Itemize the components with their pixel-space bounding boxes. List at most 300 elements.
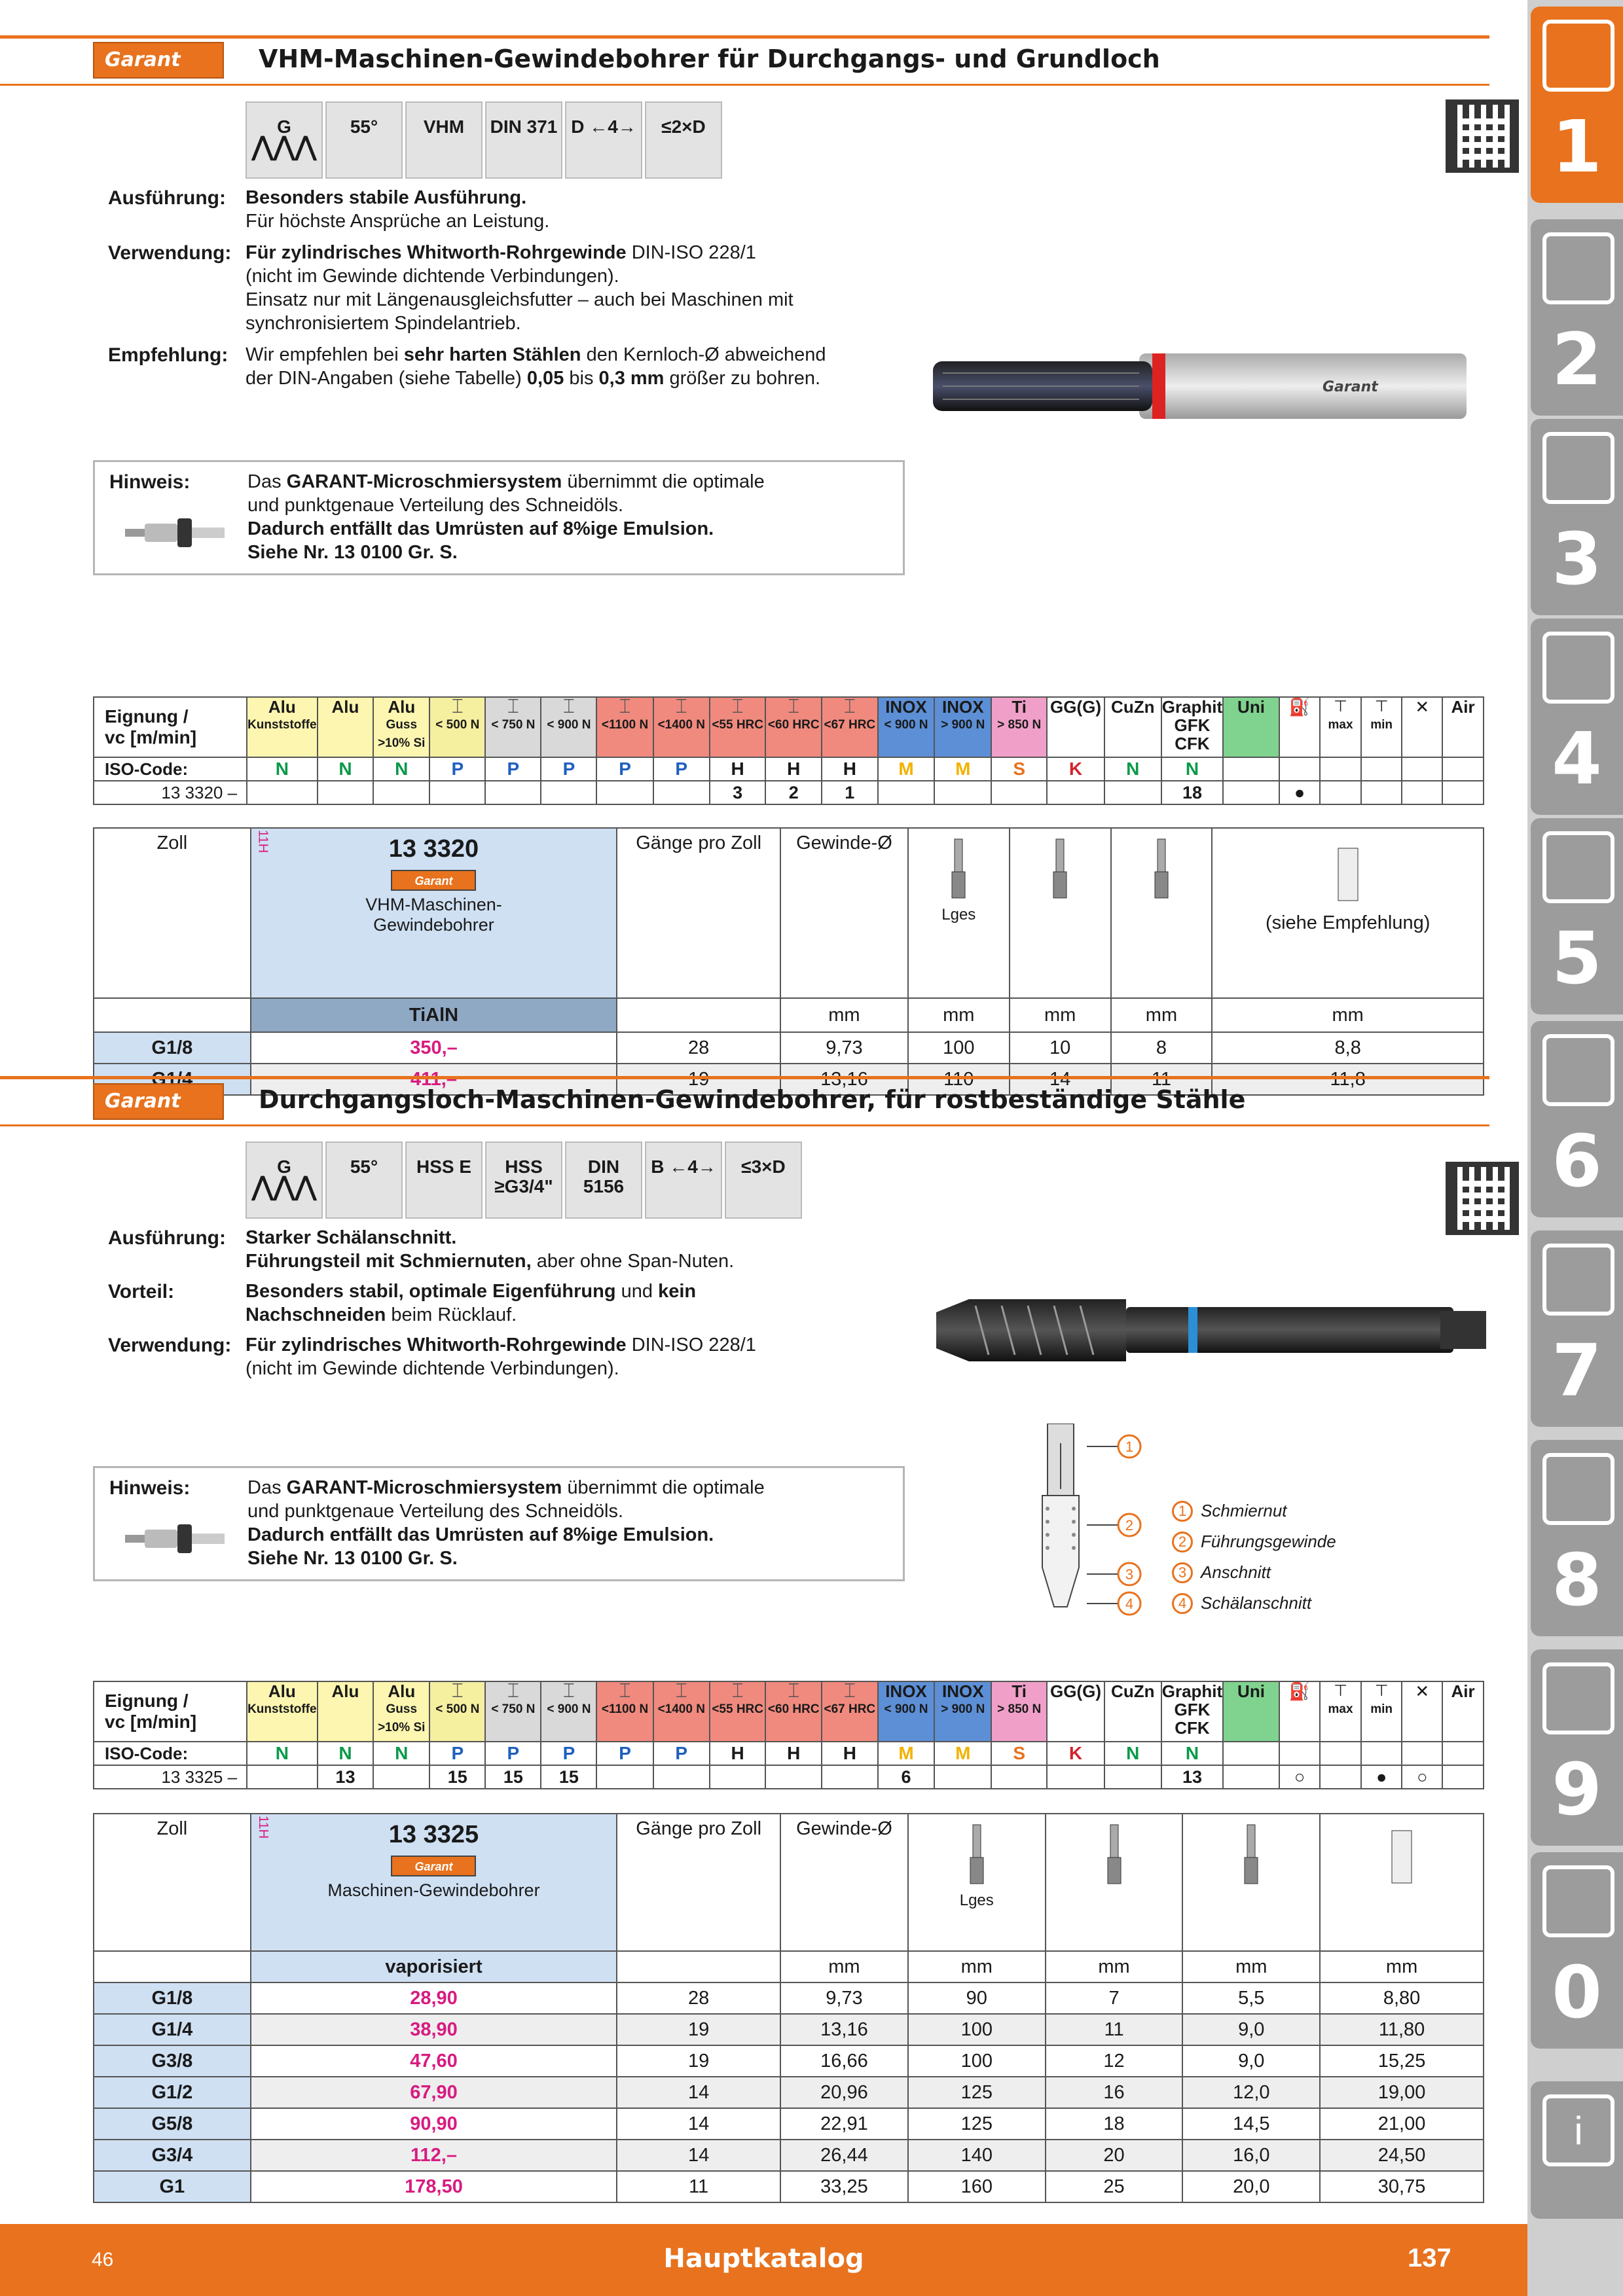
material-col-12 xyxy=(934,697,991,757)
suit-article: 13 3320 – xyxy=(94,781,247,804)
material-col-7 xyxy=(653,1681,710,1742)
cell-price[interactable]: 350,– xyxy=(251,1032,617,1064)
svg-text:4: 4 xyxy=(1125,1596,1134,1612)
material-spec: > 850 N xyxy=(997,1702,1042,1716)
iso-code: N xyxy=(247,757,318,781)
cell-core: 15,25 xyxy=(1320,2045,1484,2077)
chuck-icon xyxy=(1542,432,1614,504)
chapter-tab-0[interactable] xyxy=(1531,1852,1623,2049)
suit-value: 13 xyxy=(1161,1765,1223,1789)
suit-value xyxy=(318,781,374,804)
microschmier-nozzle-icon xyxy=(119,513,227,552)
s1-hint-label: Hinweis: xyxy=(109,471,191,493)
suit-value: 15 xyxy=(429,1765,485,1789)
cell-tpi: 19 xyxy=(617,2045,780,2077)
din-371-symbol: DIN 371 xyxy=(485,101,562,179)
suit-value: 6 xyxy=(878,1765,935,1789)
suit-value xyxy=(1104,781,1161,804)
suit-value xyxy=(991,1765,1047,1789)
wrench-icon xyxy=(1542,1034,1614,1106)
material-name: INOX xyxy=(941,697,984,717)
material-col-4 xyxy=(485,697,541,757)
iso-code: N xyxy=(318,1742,374,1765)
suit-value xyxy=(247,781,318,804)
cell-d: 9,73 xyxy=(780,1982,908,2014)
material-spec: < 900 N xyxy=(884,1702,928,1716)
s1-lges-header: Lges xyxy=(908,828,1010,998)
material-spec: max xyxy=(1328,718,1353,732)
cell-core: 19,00 xyxy=(1320,2077,1484,2108)
material-name: Alu xyxy=(331,1681,359,1701)
s2-unit: mm xyxy=(780,1951,908,1982)
chapter-tab-2[interactable] xyxy=(1531,219,1623,416)
suit-value xyxy=(1047,781,1104,804)
material-name: Ti xyxy=(1012,1681,1027,1701)
suit-value xyxy=(247,1765,318,1789)
material-spec: > 850 N xyxy=(997,718,1042,732)
cell-price[interactable]: 47,60 xyxy=(251,2045,617,2077)
suit-value xyxy=(710,1765,766,1789)
cell-core: 8,8 xyxy=(1212,1032,1484,1064)
iso-code: H xyxy=(822,1742,878,1765)
suit-value xyxy=(991,781,1047,804)
qr-code-icon[interactable] xyxy=(1446,1162,1519,1235)
suit-value xyxy=(485,781,541,804)
iso-code: P xyxy=(596,1742,653,1765)
steel-beam-icon: ⌶ xyxy=(731,696,744,717)
s2-gewinde-header: Gewinde-Ø xyxy=(780,1814,908,1951)
material-col-14 xyxy=(1047,697,1104,757)
microschmier-nozzle-icon xyxy=(119,1519,227,1558)
chapter-number: 0 xyxy=(1552,1950,1602,2034)
chapter-tab-5[interactable] xyxy=(1531,818,1623,1014)
material-col-12 xyxy=(934,1681,991,1742)
s1-ausfuehrung-text: Besonders stabile Ausführung. Für höchste Ansprüche an Leistung. xyxy=(246,187,550,232)
cabinet-icon xyxy=(1542,1662,1614,1734)
suit-value xyxy=(1223,781,1279,804)
suit-value xyxy=(1223,1765,1279,1789)
s2-gaenge-header: Gänge pro Zoll xyxy=(617,1814,780,1951)
steel-beam-icon: ⌶ xyxy=(451,696,464,717)
material-col-17 xyxy=(1223,1681,1279,1742)
cell-price[interactable]: 178,50 xyxy=(251,2171,617,2202)
s1-article-header xyxy=(251,828,617,998)
legend-text: Schmiernut xyxy=(1201,1501,1287,1520)
table-row xyxy=(94,2077,1484,2108)
core-hole-icon xyxy=(1328,835,1368,907)
chapter-tab-8[interactable] xyxy=(1531,1440,1623,1636)
cell-core xyxy=(1212,1064,1484,1095)
cell-a: 11 xyxy=(1046,2014,1183,2045)
chapter-tab-3[interactable] xyxy=(1531,419,1623,615)
material-col-6 xyxy=(596,1681,653,1742)
s2-hint-text: Das GARANT-Microschmiersystem übernimmt die optimale und punktgenaue Verteilung des Schneidöls. Dadurch entfällt das Umrüsten auf 8%ige Emulsion. Siehe Nr. 13 0100 Gr. S. xyxy=(247,1477,765,1569)
suit-value: ● xyxy=(1279,781,1320,804)
material-col-1 xyxy=(318,697,374,757)
depth-2xd-symbol: ≤2×D xyxy=(645,101,722,179)
chapter-tab-7[interactable] xyxy=(1531,1230,1623,1427)
cell-l: 125 xyxy=(908,2077,1046,2108)
material-col-9 xyxy=(765,697,822,757)
qr-code-icon[interactable] xyxy=(1446,99,1519,173)
table-row xyxy=(94,2108,1484,2140)
coolant-tap-icon: ⊤ xyxy=(1334,698,1347,715)
iso-code: P xyxy=(541,1742,596,1765)
tap-diagram-legend xyxy=(1172,1496,1336,1619)
material-name: CuZn xyxy=(1111,1681,1155,1701)
table-row xyxy=(94,2014,1484,2045)
legend-item xyxy=(1172,1526,1336,1557)
iso-code xyxy=(1361,757,1402,781)
coolant-tap-icon: ⊤ xyxy=(1374,1682,1389,1700)
material-col-18 xyxy=(1279,697,1320,757)
s2-verwendung-label: Verwendung: xyxy=(108,1335,232,1356)
iso-code: K xyxy=(1047,1742,1104,1765)
material-name: GG(G) xyxy=(1050,697,1102,717)
material-spec: < 500 N xyxy=(435,718,480,732)
iso-code xyxy=(1402,757,1442,781)
s1-suitability-table xyxy=(93,696,1484,805)
suit-article: 13 3325 – xyxy=(94,1765,247,1789)
steel-beam-icon: ⌶ xyxy=(843,696,856,717)
steel-beam-icon: ⌶ xyxy=(562,1680,575,1702)
iso-code xyxy=(1361,1742,1402,1765)
chapter-number: 2 xyxy=(1552,317,1602,401)
cell-d: 22,91 xyxy=(780,2108,908,2140)
table-row xyxy=(94,2171,1484,2202)
cell-l: 140 xyxy=(908,2140,1046,2171)
tap-shank-icon xyxy=(1047,835,1073,901)
s1-article-desc: VHM-Maschinen-Gewindebohrer xyxy=(365,895,502,935)
iso-code: H xyxy=(765,1742,822,1765)
cell-tpi: 14 xyxy=(617,2077,780,2108)
suit-label-2: vc [m/min] xyxy=(105,727,197,747)
cell-l: 125 xyxy=(908,2108,1046,2140)
steel-beam-icon: ⌶ xyxy=(451,1680,464,1702)
iso-code: P xyxy=(653,757,710,781)
cell-core: 30,75 xyxy=(1320,2171,1484,2202)
material-spec: < 900 N xyxy=(884,718,928,732)
material-name: Uni xyxy=(1237,1681,1265,1701)
coolant-tap-icon: ⊤ xyxy=(1334,1682,1347,1700)
suit-value xyxy=(1442,781,1484,804)
dry-machining-icon: ✕ xyxy=(1415,1681,1430,1701)
suit-value xyxy=(1402,781,1442,804)
chapter-tab-9[interactable] xyxy=(1531,1649,1623,1846)
material-col-7 xyxy=(653,697,710,757)
tap-length-icon xyxy=(964,1821,990,1886)
chapter-tab-1[interactable] xyxy=(1531,7,1623,203)
cell-price[interactable]: 38,90 xyxy=(251,2014,617,2045)
legend-text: Schälanschnitt xyxy=(1201,1593,1312,1613)
s2-article-header xyxy=(251,1814,617,1951)
iso-code xyxy=(1442,1742,1484,1765)
iso-code: N xyxy=(373,757,429,781)
material-name: CuZn xyxy=(1111,697,1155,717)
material-spec: > 900 N xyxy=(941,1702,985,1716)
material-col-13 xyxy=(991,697,1047,757)
cell-tpi: 14 xyxy=(617,2108,780,2140)
material-spec: <1100 N xyxy=(601,1702,649,1716)
cell-tpi: 28 xyxy=(617,1032,780,1064)
cell-a: 10 xyxy=(1010,1032,1111,1064)
cell-size: G3/4 xyxy=(94,2140,251,2171)
steel-beam-icon: ⌶ xyxy=(675,1680,687,1702)
s1-verwendung-label: Verwendung: xyxy=(108,242,232,264)
chapter-number: 7 xyxy=(1552,1329,1602,1412)
legend-item xyxy=(1172,1496,1336,1526)
tool-brand-label: Garant xyxy=(1322,379,1378,395)
iso-code: N xyxy=(1161,757,1223,781)
cell-size: G1/8 xyxy=(94,1982,251,2014)
section2-title: Durchgangsloch-Maschinen-Gewindebohrer, für rostbeständige Stähle xyxy=(259,1085,1246,1114)
tap-geometry-diagram xyxy=(1028,1424,1159,1620)
material-spec: <1400 N xyxy=(657,1702,705,1716)
material-col-8 xyxy=(710,697,766,757)
material-spec: Kunststoffe xyxy=(247,1702,317,1716)
s2-vorteil-text: Besonders stabil, optimale Eigenführung und kein Nachschneiden beim Rücklauf. xyxy=(246,1281,697,1325)
suit-value xyxy=(1320,1765,1361,1789)
cell-size: G1 xyxy=(94,2171,251,2202)
suit-value xyxy=(1104,1765,1161,1789)
iso-code: M xyxy=(878,757,935,781)
cell-b: 9,0 xyxy=(1182,2014,1320,2045)
chapter-number: 5 xyxy=(1552,916,1602,1000)
table-row xyxy=(94,1032,1484,1064)
iso-code: P xyxy=(596,757,653,781)
material-spec: <60 HRC xyxy=(767,718,820,732)
material-col-11 xyxy=(878,1681,935,1742)
cell-a: 18 xyxy=(1046,2108,1183,2140)
cell-core: 8,80 xyxy=(1320,1982,1484,2014)
section1-title-rule xyxy=(0,84,1489,86)
material-col-9 xyxy=(765,1681,822,1742)
s2-suitability-table xyxy=(93,1681,1484,1789)
suit-value xyxy=(1320,781,1361,804)
legend-text: Führungsgewinde xyxy=(1201,1532,1336,1551)
cell-price[interactable]: 28,90 xyxy=(251,1982,617,2014)
iso-code: H xyxy=(822,757,878,781)
suit-value: ○ xyxy=(1279,1765,1320,1789)
section2-top-rule xyxy=(0,1076,1489,1079)
cell-price[interactable]: 67,90 xyxy=(251,2077,617,2108)
material-name: Alu xyxy=(388,697,416,717)
s1-hint-text: Das GARANT-Microschmiersystem übernimmt die optimale und punktgenaue Verteilung des Schneidöls. Dadurch entfällt das Umrüsten auf 8%ige Emulsion. Siehe Nr. 13 0100 Gr. S. xyxy=(247,471,765,563)
chapter-number: 8 xyxy=(1552,1538,1602,1622)
legend-item xyxy=(1172,1588,1336,1619)
s2-hint-label: Hinweis: xyxy=(109,1477,191,1499)
legend-number: 4 xyxy=(1172,1593,1193,1614)
cell-b: 5,5 xyxy=(1182,1982,1320,2014)
s2-article-desc: Maschinen-Gewindebohrer xyxy=(327,1880,540,1900)
cell-d: 20,96 xyxy=(780,2077,908,2108)
svg-text:3: 3 xyxy=(1125,1566,1134,1583)
iso-code: N xyxy=(373,1742,429,1765)
s1-gaenge-header: Gänge pro Zoll xyxy=(617,828,780,998)
material-col-21 xyxy=(1402,697,1442,757)
material-spec: < 900 N xyxy=(547,718,591,732)
suit-value xyxy=(934,781,991,804)
s1-unit: mm xyxy=(908,998,1010,1032)
s2-article-number: 13 3325 xyxy=(388,1821,479,1848)
cell-b: 12,0 xyxy=(1182,2077,1320,2108)
chapter-number: 4 xyxy=(1552,717,1602,800)
cell-size: G1/2 xyxy=(94,2077,251,2108)
section2-title-rule xyxy=(0,1124,1489,1126)
iso-code xyxy=(1442,757,1484,781)
tap-square-icon xyxy=(1238,1821,1264,1886)
cell-d: 26,44 xyxy=(780,2140,908,2171)
pliers-icon xyxy=(1542,1244,1614,1316)
material-col-10 xyxy=(822,697,878,757)
material-spec: < 900 N xyxy=(547,1702,591,1716)
tap-vhm-image xyxy=(930,347,1486,425)
suit-value: 2 xyxy=(765,781,822,804)
cell-a: 7 xyxy=(1046,1982,1183,2014)
iso-code: N xyxy=(318,757,374,781)
chapter-number: 3 xyxy=(1552,517,1602,601)
cell-l: 90 xyxy=(908,1982,1046,2014)
material-hss-symbol: HSS ≥G3/4" xyxy=(485,1141,562,1219)
material-col-2 xyxy=(373,1681,429,1742)
material-col-11 xyxy=(878,697,935,757)
toolbox-icon xyxy=(1542,1453,1614,1525)
cell-price[interactable]: 112,– xyxy=(251,2140,617,2171)
depth-3xd-symbol: ≤3×D xyxy=(725,1141,802,1219)
material-col-13 xyxy=(991,1681,1047,1742)
material-col-17 xyxy=(1223,697,1279,757)
iso-code: P xyxy=(485,757,541,781)
material-name: Alu xyxy=(331,697,359,717)
material-spec: max xyxy=(1328,1702,1353,1716)
iso-code: P xyxy=(429,1742,485,1765)
din-5156-symbol: DIN 5156 xyxy=(565,1141,642,1219)
page-footer xyxy=(0,2224,1527,2296)
suit-value xyxy=(653,1765,710,1789)
suit-value xyxy=(429,781,485,804)
cell-d: 9,73 xyxy=(780,1032,908,1064)
suit-value: 13 xyxy=(318,1765,374,1789)
material-col-22 xyxy=(1442,697,1484,757)
core-hole-icon xyxy=(1382,1821,1421,1886)
oil-can-icon: ⛽ xyxy=(1288,697,1311,717)
material-col-14 xyxy=(1047,1681,1104,1742)
s2-lges-header: Lges xyxy=(908,1814,1046,1951)
iso-code: M xyxy=(934,757,991,781)
catalog-title: Hauptkatalog xyxy=(663,2244,864,2274)
material-name: INOX xyxy=(885,697,927,717)
material-col-15 xyxy=(1104,1681,1161,1742)
tap-shank-icon xyxy=(1101,1821,1127,1886)
s2-verwendung-text: Für zylindrisches Whitworth-Rohrgewinde DIN-ISO 228/1 (nicht im Gewinde dichtende Verbindungen). xyxy=(246,1335,756,1379)
cell-size: G3/8 xyxy=(94,2045,251,2077)
steel-beam-icon: ⌶ xyxy=(619,696,631,717)
page-number-left: 46 xyxy=(92,2249,114,2270)
suit-label-2: vc [m/min] xyxy=(105,1712,197,1732)
safety-icon xyxy=(1542,1865,1614,1937)
suit-value: ● xyxy=(1361,1765,1402,1789)
s2-unit: mm xyxy=(1046,1951,1183,1982)
info-icon: i xyxy=(1542,2094,1614,2166)
iso-code: P xyxy=(541,757,596,781)
s1-core-header: (siehe Empfehlung) xyxy=(1212,828,1484,998)
material-col-0 xyxy=(247,697,318,757)
material-spec: <1100 N xyxy=(601,718,649,732)
s2-unit: mm xyxy=(1182,1951,1320,1982)
steel-beam-icon: ⌶ xyxy=(788,1680,800,1702)
suit-value xyxy=(1442,1765,1484,1789)
iso-code xyxy=(1320,757,1361,781)
iso-code-label: ISO-Code: xyxy=(94,1742,247,1765)
suit-value: ○ xyxy=(1402,1765,1442,1789)
cell-price[interactable]: 90,90 xyxy=(251,2108,617,2140)
table-row xyxy=(94,2045,1484,2077)
thread-g-symbol: G ⋀⋀⋀ xyxy=(246,1141,323,1219)
material-name: Alu xyxy=(268,697,296,717)
material-spec: < 750 N xyxy=(491,1702,536,1716)
material-col-16 xyxy=(1161,1681,1223,1742)
s1-article-number: 13 3320 xyxy=(388,835,479,863)
chapter-tab-4[interactable] xyxy=(1531,619,1623,815)
material-spec: <60 HRC xyxy=(767,1702,820,1716)
garant-logo: Garant xyxy=(93,1083,224,1120)
steel-beam-icon: ⌶ xyxy=(562,696,575,717)
material-col-8 xyxy=(710,1681,766,1742)
legend-number: 3 xyxy=(1172,1562,1193,1583)
s1-unit: mm xyxy=(1212,998,1484,1032)
cell-b: 8 xyxy=(1111,1032,1213,1064)
cell-tpi: 19 xyxy=(617,2014,780,2045)
material-col-18 xyxy=(1279,1681,1320,1742)
page-number-right: 137 xyxy=(1408,2244,1451,2272)
s1-garant-badge: Garant xyxy=(391,870,476,891)
steel-beam-icon: ⌶ xyxy=(507,696,519,717)
iso-code: M xyxy=(934,1742,991,1765)
chapter-number: 9 xyxy=(1552,1748,1602,1831)
suit-label xyxy=(94,1681,247,1742)
section1-title: VHM-Maschinen-Gewindebohrer für Durchgangs- und Grundloch xyxy=(259,45,1160,73)
cell-l: 160 xyxy=(908,2171,1046,2202)
tap-hss-image xyxy=(930,1293,1493,1368)
angle-55-symbol: 55° xyxy=(325,101,403,179)
cell-tpi: 11 xyxy=(617,2171,780,2202)
suit-value xyxy=(1361,781,1402,804)
s1-empfehlung-label: Empfehlung: xyxy=(108,344,228,366)
steel-beam-icon: ⌶ xyxy=(675,696,687,717)
s2-spec-table xyxy=(93,1813,1484,2203)
cell-core: 24,50 xyxy=(1320,2140,1484,2171)
material-spec: < 750 N xyxy=(491,718,536,732)
chapter-tab-6[interactable] xyxy=(1531,1021,1623,1217)
suit-value: 15 xyxy=(485,1765,541,1789)
suit-value xyxy=(1047,1765,1104,1789)
legend-number: 1 xyxy=(1172,1501,1193,1522)
steel-beam-icon: ⌶ xyxy=(843,1680,856,1702)
cell-b: 9,0 xyxy=(1182,2045,1320,2077)
s2-coating: vaporisiert xyxy=(251,1951,617,1982)
s1-unit: mm xyxy=(1010,998,1111,1032)
iso-code: N xyxy=(247,1742,318,1765)
chapter-tab-i[interactable] xyxy=(1531,2081,1623,2219)
suit-value xyxy=(878,781,935,804)
material-name: INOX xyxy=(941,1681,984,1701)
s2-ausfuehrung-text: Starker Schälanschnitt. Führungsteil mit Schmiernuten, aber ohne Span-Nuten. xyxy=(246,1227,735,1272)
svg-text:1: 1 xyxy=(1125,1439,1134,1455)
iso-code: H xyxy=(765,757,822,781)
steel-beam-icon: ⌶ xyxy=(788,696,800,717)
iso-code-label: ISO-Code: xyxy=(94,757,247,781)
steel-beam-icon: ⌶ xyxy=(507,1680,519,1702)
